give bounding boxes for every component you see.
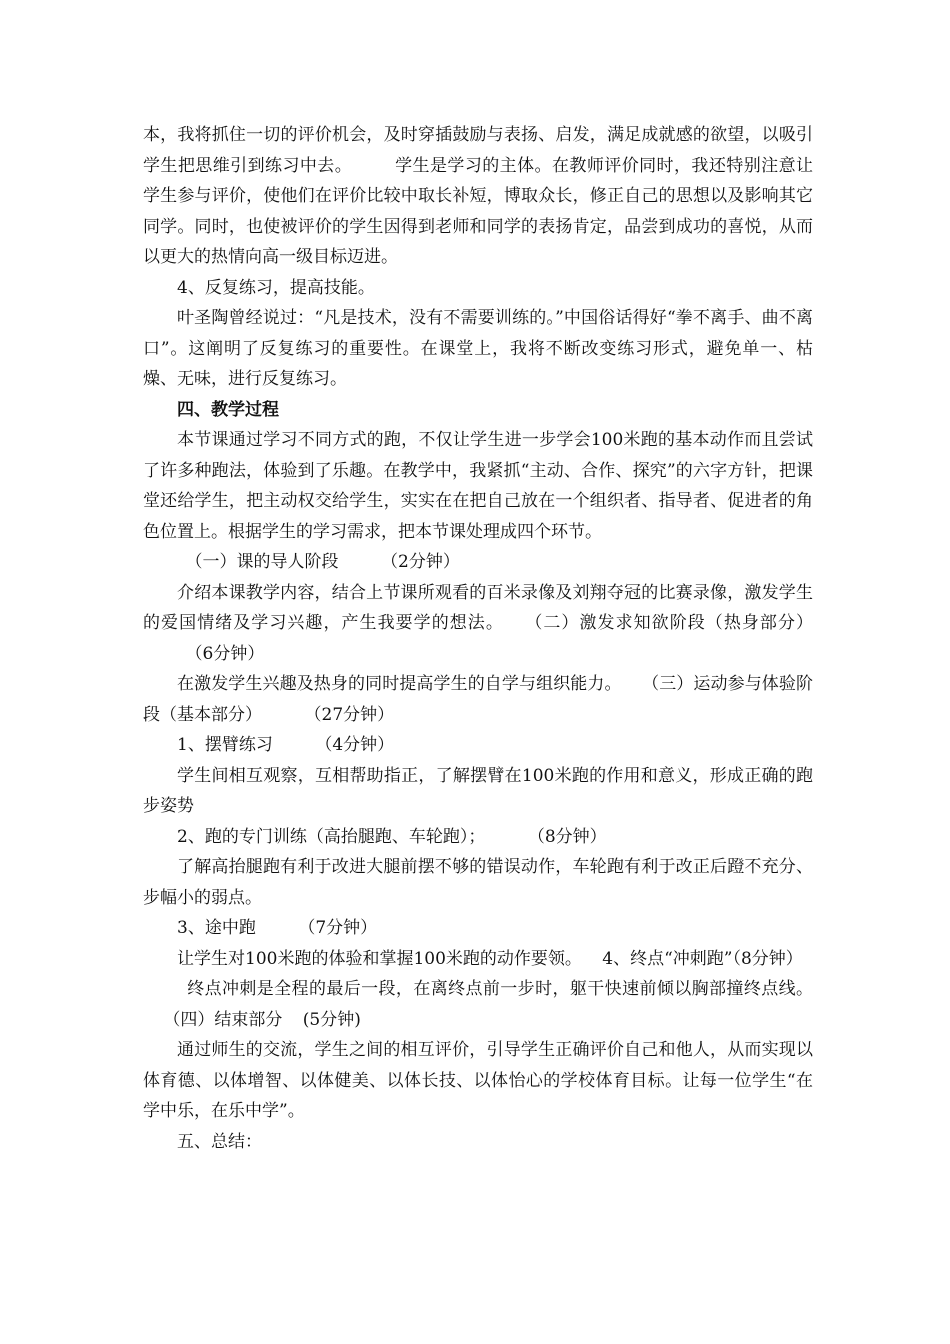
item-midway-run xyxy=(143,913,813,944)
heading-summary: 五、总结： xyxy=(177,1131,262,1152)
section-duration: （6分钟） xyxy=(185,643,265,664)
item-title: 2、跑的专门训练（高抬腿跑、车轮跑）； xyxy=(177,826,486,847)
item-title: 3、途中跑 xyxy=(177,918,256,938)
paragraph-ye-shengtao: 叶圣陶曾经说过：“凡是技术，没有不需要训练的。”中国俗话得好“拳不离手、曲不离口”。这阐明了反复练习的重要性。在课堂上，我将不断改变练习形式，避免单一、枯燥、无味，进行反复练习。 xyxy=(143,308,813,389)
paragraph-course-overview: 本节课通过学习不同方式的跑，不仅让学生进一步学会100米跑的基本动作而且尝试了许多种跑法，体验到了乐趣。在教学中，我紧抓“主动、合作、探究”的六字方针，把课堂还给学生，把主动权交给学生，实实在在把自己放在一个组织者、指导者、促进者的角色位置上。根据学生的学习需求，把本节课处理成四个环节。 xyxy=(143,430,813,542)
item-duration: （4分钟） xyxy=(315,735,395,755)
section-duration: (5分钟) xyxy=(302,1009,361,1030)
item-title: 4、终点“冲刺跑”（8分钟） xyxy=(602,948,803,969)
section-title: （四）结束部分 xyxy=(163,1009,283,1030)
paragraph-intro-content xyxy=(143,578,813,670)
item-duration: （8分钟） xyxy=(527,826,607,847)
paragraph-finish-sprint xyxy=(143,974,813,1035)
paragraph-special-training: 了解高抬腿跑有利于改进大腿前摆不够的错误动作，车轮跑有利于改正后蹬不充分、步幅小的弱点。 xyxy=(143,857,813,908)
paragraph-conclusion-part: 通过师生的交流，学生之间的相互评价，引导学生正确评价自己和他人，从而实现以体育德、以体增智、以体健美、以体长技、以体怡心的学校体育目标。让每一位学生“在学中乐，在乐中学”。 xyxy=(143,1040,813,1121)
item-arm-swing xyxy=(143,730,813,761)
section-title: （二）激发求知欲阶段（热身部分） xyxy=(524,613,814,633)
section-title: （三）运动参与体验阶段（基本部分） xyxy=(143,674,814,725)
paragraph-warmup-content xyxy=(143,669,813,730)
paragraph-text: 在激发学生兴趣及热身的同时提高学生的自学与组织能力。 xyxy=(177,674,622,694)
paragraph-evaluation xyxy=(143,120,813,273)
paragraph-text: 学生是学习的主体。在教师评价同时，我还特别注意让学生参与评价，使他们在评价比较中取长补短，博取众长，修正自己的思想以及影响其它同学。同时，也使被评价的学生因得到老师和同学的表扬肯定，品尝到成功的喜悦，从而以更大的热情向高一级目标迈进。 xyxy=(143,155,814,267)
subheading-repeat-practice: 4、反复练习，提高技能。 xyxy=(177,277,375,298)
heading-teaching-process: 四、教学过程 xyxy=(177,399,279,420)
section-intro-stage xyxy=(143,547,813,578)
item-title: 1、摆臂练习 xyxy=(177,735,273,755)
paragraph-arm-swing: 学生间相互观察，互相帮助指正，了解摆臂在100米跑的作用和意义，形成正确的跑步姿势 xyxy=(143,765,813,816)
paragraph-text: 终点冲刺是全程的最后一段，在离终点前一步时，躯干快速前倾以胸部撞终点线。 xyxy=(187,979,813,999)
item-special-training xyxy=(143,822,813,853)
item-duration: （7分钟） xyxy=(298,918,378,938)
section-title: （一）课的导人阶段 xyxy=(185,552,339,572)
paragraph-midway-run xyxy=(143,944,813,975)
paragraph-text: 介绍本课教学内容，结合上节课所观看的百米录像及刘翔夺冠的比赛录像，激发学生的爱国情绪及学习兴趣，产生我要学的想法。 xyxy=(143,582,813,633)
section-duration: （2分钟） xyxy=(381,552,460,572)
paragraph-text: 本，我将抓住一切的评价机会，及时穿插鼓励与表扬、启发，满足成就感的欲望，以吸引学生把思维引到练习中去。 xyxy=(143,125,813,176)
document-page xyxy=(143,120,813,1157)
section-duration: （27分钟） xyxy=(304,704,395,725)
paragraph-text: 让学生对100米跑的体验和掌握100米跑的动作要领。 xyxy=(177,948,582,969)
